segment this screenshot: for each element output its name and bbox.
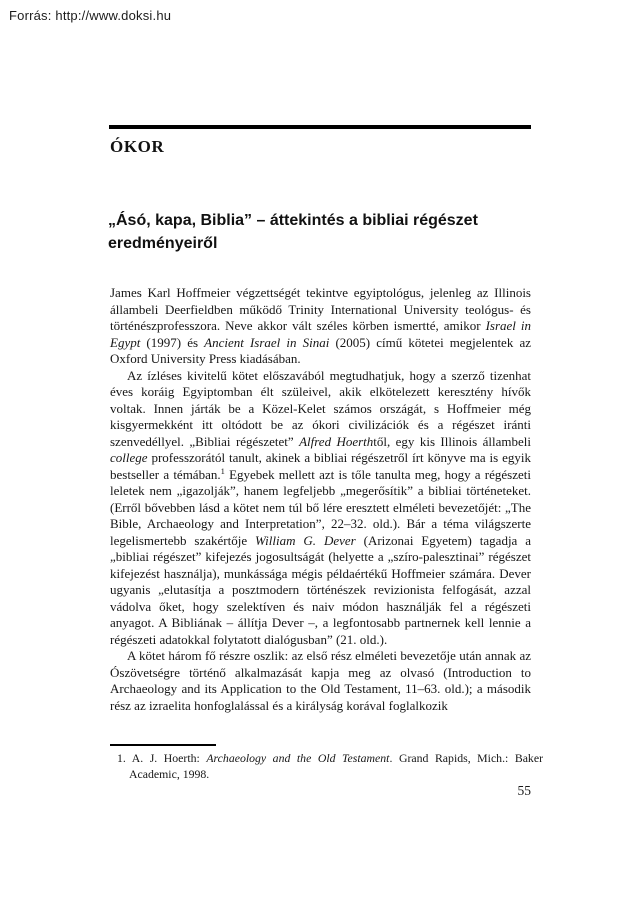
article-body	[110, 285, 531, 714]
body-paragraph: James Karl Hoffmeier végzettségét tekintve egyiptológus, jelenleg az Illinois állambeli Deerfieldben működő Trinity International University teológus- és történészprofesszora. Neve akkor vált széles körben ismertté, amikor Israel in Egypt (1997) és Ancient Israel in Sinai (2005) című kötetei megjelentek az Oxford University Press kiadásában.	[110, 285, 531, 366]
footnote: 1. A. J. Hoerth: Archaeology and the Old Testament. Grand Rapids, Mich.: Baker Academic, 1998.	[117, 751, 543, 781]
page-number: 55	[517, 783, 531, 798]
section-rule	[109, 125, 531, 129]
source-url-header: Forrás: http://www.doksi.hu	[9, 8, 172, 23]
footnote-divider	[110, 744, 216, 746]
body-paragraph: Az ízléses kivitelű kötet előszavából megtudhatjuk, hogy a szerző tizenhat éves koráig Egyiptomban élt szüleivel, akik elkötelezett keresztény hívők voltak. Innen járták be a Közel-Kelet számos országát, s Hoffmeier még kisgyermekként itt oltódott be az ókori civilizációk és a régészet iránti szenvedéllyel. „Bibliai régészetet” Alfred Hoerthtől, egy kis Illinois állambeli college professzorától tanult, akinek a bibliai régészetről írt könyve ma is egyik bestseller a témában.$^1$ Egyebek mellett azt is tőle tanulta meg, hogy a régészeti leletek nem „igazolják”, hanem legfeljebb „megerősítik” a bibliai történeteket. (Erről bővebben lásd a kötet nem túl bő lére eresztett elméleti bevezetőjét: „The Bible, Archaeology and Interpretation”, 22–32. old.). Bár a téma világszerte legelismertebb szakértője William G. Dever (Arizonai Egyetem) tagadja a „bibliai régészet” kifejezés jogosultságát (helyette a „szíro-palesztinai” régészet kifejezést használja), munkássága mégis példaértékű Hoffmeier számára. Dever ugyanis „elutasítja a posztmodern történészek revizionista felfogását, azzal vádolva őket, hogy szelektíven és naiv módon használják fel a régészeti anyagot. A Bibliának – állítja Dever –, a legfontosabb partnernek kell lennie a régészeti adatokkal folytatott dialógusban” (21. old.).	[110, 367, 531, 647]
body-paragraph: A kötet három fő részre oszlik: az első rész elméleti bevezetője után annak az Ószövetségre történő alkalmazását kapja meg az olvasó (Introduction to Archaeology and its Application to the Old Testament, 11–63. old.); a második rész az izraelita honfoglalással és a királyság korával foglalkozik	[110, 648, 531, 713]
section-heading: ÓKOR	[110, 137, 165, 156]
article-title: „Ásó, kapa, Biblia” – áttekintés a bibliai régészet eredményeiről	[108, 212, 478, 252]
